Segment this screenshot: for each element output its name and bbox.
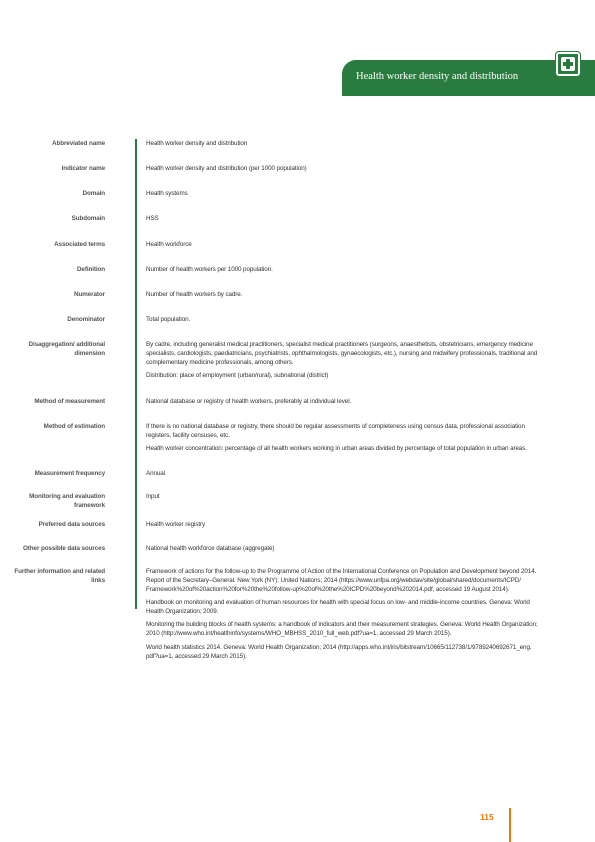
row-value-paragraph: Health worker density and distribution <box>146 140 248 147</box>
row-value-paragraph: By cadre, including generalist medical practitioners, specialist medical practitioners (surgeons, anaesthetists, obstetricians, emergency medicine specialists, cardiologists, paediatricians, psychiatrists, ophthalmologists, gynaecologists, etc.), nursing and midwifery professionals, traditional and complementary medicine professionals, among others. <box>146 341 538 367</box>
row-value <box>146 290 544 303</box>
metadata-row <box>0 164 595 177</box>
indicator-metadata-table <box>0 139 595 665</box>
metadata-row <box>0 265 595 278</box>
row-value-paragraph: Annual <box>146 470 166 477</box>
row-value-paragraph: If there is no national database or registry, there should be regular assessments of completeness using census data, professional association registers, facility censuses, etc. <box>146 422 525 439</box>
row-label: Method of measurement <box>34 397 105 405</box>
row-value-paragraph: Handbook on monitoring and evaluation of human resources for health with special focus on low- and middle-income countries. Geneva: World Health Organization; 2009. <box>146 599 530 616</box>
section-title: Health worker density and distribution <box>356 71 519 82</box>
row-value-paragraph: National health workforce database (aggregate) <box>146 544 275 552</box>
row-label: Other possible data sources <box>23 544 105 552</box>
row-label: Numerator <box>74 290 105 298</box>
row-value-paragraph: Number of health workers per 1000 population. <box>146 265 273 273</box>
row-value-paragraph: Health worker registry <box>146 521 206 529</box>
metadata-row <box>0 240 595 253</box>
row-value <box>146 240 544 253</box>
metadata-row <box>0 422 595 457</box>
row-label: Domain <box>82 190 105 198</box>
row-value-paragraph: Distribution: place of employment (urban/rural), subnational (district) <box>146 372 329 380</box>
row-value-paragraph: Total population. <box>146 315 191 323</box>
row-label: Monitoring and evaluation framework <box>29 493 105 510</box>
row-label: Method of estimation <box>43 422 105 430</box>
row-value <box>146 567 544 665</box>
metadata-row <box>0 492 595 510</box>
row-value <box>146 265 544 278</box>
row-value-paragraph: Health worker concentration: percentage of all health workers working in urban areas divided by percentage of total population in urban areas. <box>146 444 527 452</box>
row-value-paragraph: World health statistics 2014. Geneva: World Health Organization; 2014 (http://apps.who.int/iris/bitstream/10665/112738/1/9789240692671_eng. pdf?ua=1, accessed 29 March 2015). <box>146 643 532 660</box>
row-value <box>146 315 544 328</box>
row-value-paragraph: Number of health workers by cadre. <box>146 290 243 298</box>
medical-cross-icon <box>556 52 580 76</box>
row-value-paragraph: Framework of actions for the follow-up to the Programme of Action of the International Conference on Population and Development beyond 2014. Report of the Secretary–General. New York (NY): United Nations; 2014 (https://www.unfpa.org/webdav/site/global/shared/documents/ICPD/ Framework%20of%20action%20for%20the%20follow-up%20of%20the%20ICPD%20beyond%202014.pdf, accessed 19 August 2014). <box>146 567 537 593</box>
row-value <box>146 139 544 152</box>
metadata-row <box>0 315 595 328</box>
row-label: Associated terms <box>54 240 105 248</box>
metadata-row <box>0 290 595 303</box>
metadata-row <box>0 397 595 410</box>
row-value <box>146 469 544 482</box>
row-value <box>146 520 544 533</box>
row-label: Subdomain <box>71 215 105 223</box>
metadata-row <box>0 544 595 557</box>
row-value <box>146 397 544 410</box>
metadata-row <box>0 567 595 665</box>
row-value <box>146 492 544 510</box>
row-label: Indicator name <box>61 165 105 173</box>
row-value <box>146 544 544 557</box>
metadata-row <box>0 139 595 152</box>
row-label: Further information and related links <box>14 567 105 584</box>
footer-divider <box>509 808 511 842</box>
row-value-paragraph: Health worker density and distribution (per 1000 population) <box>146 165 307 173</box>
metadata-row <box>0 214 595 227</box>
row-label: Measurement frequency <box>34 470 105 477</box>
metadata-rows <box>0 139 595 665</box>
row-label: Denominator <box>67 315 105 323</box>
row-value <box>146 214 544 227</box>
row-value-paragraph: Input <box>146 493 160 501</box>
row-value <box>146 164 544 177</box>
row-value <box>146 340 544 385</box>
metadata-row <box>0 189 595 202</box>
row-label: Disaggregation/ additional dimension <box>28 341 105 358</box>
row-value <box>146 189 544 202</box>
row-value <box>146 422 544 457</box>
row-label: Definition <box>76 265 105 273</box>
page-number: 115 <box>480 812 494 822</box>
metadata-row <box>0 520 595 533</box>
row-value-paragraph: Health workforce <box>146 240 192 248</box>
row-value-paragraph: HSS <box>146 215 159 223</box>
metadata-row <box>0 469 595 482</box>
row-label: Preferred data sources <box>38 521 105 529</box>
row-label: Abbreviated name <box>52 140 105 147</box>
row-value-paragraph: National database or registry of health workers, preferably at individual level. <box>146 397 352 405</box>
metadata-row <box>0 340 595 385</box>
row-value-paragraph: Monitoring the building blocks of health systems: a handbook of indicators and their measurement strategies. Geneva: World Health Organization; 2010 (http://www.who.int/healthinfo/systems/WHO_MBHSS_2010_full_web.pdf?ua=1, accessed 29 March 2015). <box>146 621 538 638</box>
row-value-paragraph: Health systems <box>146 190 188 198</box>
